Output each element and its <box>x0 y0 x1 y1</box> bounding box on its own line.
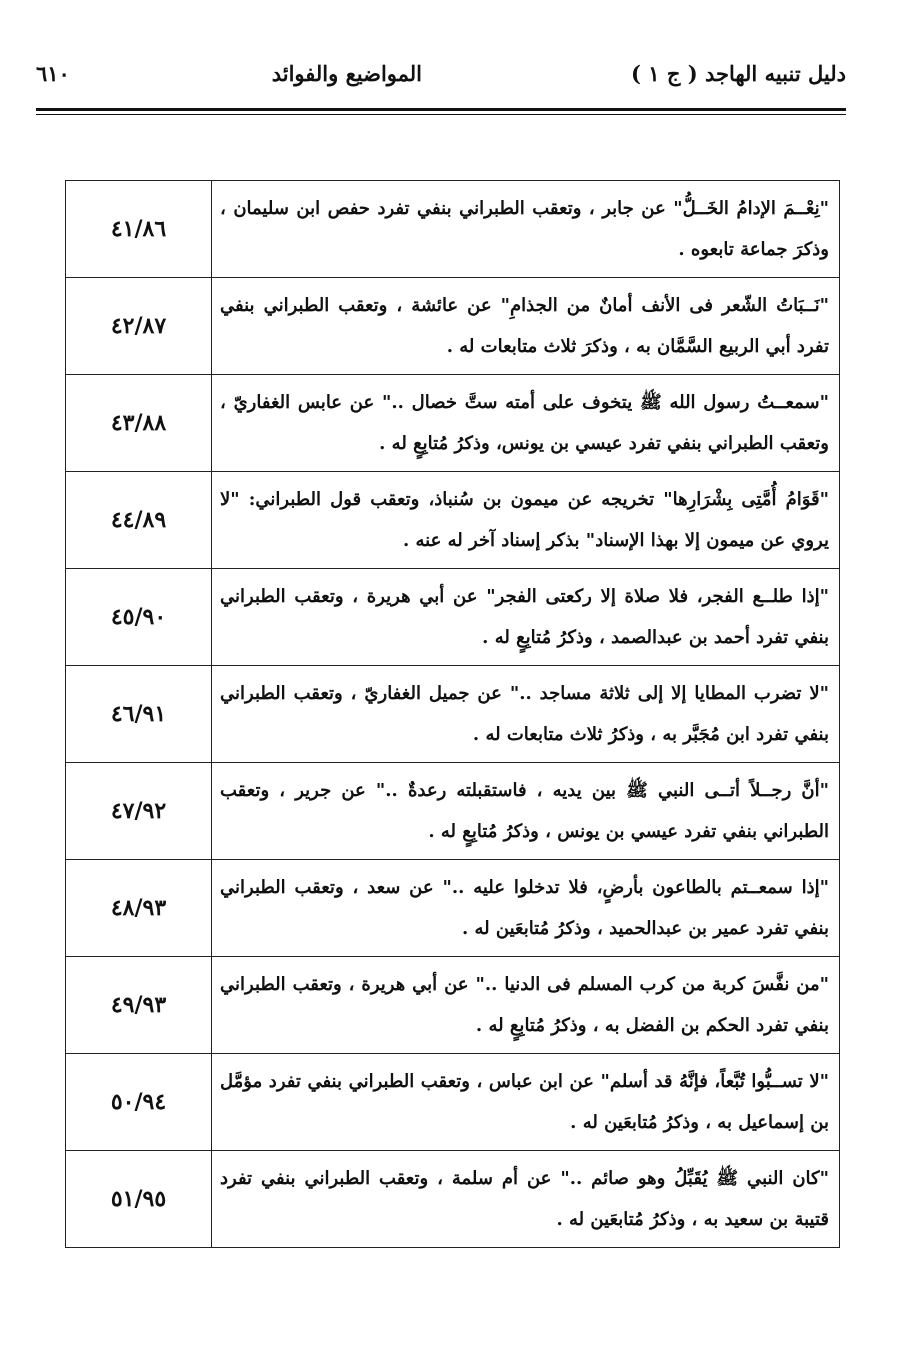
row-text: "قَوَامُ أُمَّتِى بِشْرَارِها" تخريجه عن ميمون بن سُنباذ، وتعقب قول الطبراني: "لا يروي عن ميمون إلا بهذا الإسناد" بذكر إسناد آخر له عنه . <box>212 472 840 569</box>
row-reference: ٤٤/٨٩ <box>66 472 212 569</box>
row-reference: ٤١/٨٦ <box>66 181 212 278</box>
row-text: "من نفَّسَ كربة من كرب المسلم فى الدنيا .." عن أبي هريرة ، وتعقب الطبراني بنفي تفرد الحكم بن الفضل به ، وذكرُ مُتابِعٍ له . <box>212 957 840 1054</box>
row-text: "لا تســبُّوا تُبَّعاً، فإنَّهُ قد أسلم" عن ابن عباس ، وتعقب الطبراني بنفي تفرد مؤمَّل بن إسماعيل به ، وذكرُ مُتابعَين له . <box>212 1054 840 1151</box>
row-reference: ٤٣/٨٨ <box>66 375 212 472</box>
row-text: "نَــبَاتُ الشّعر فى الأنف أمانٌ من الجذامِ" عن عائشة ، وتعقب الطبراني بنفي تفرد أبي الربيع السَّمَّان به ، وذكرَ ثلاث متابعات له . <box>212 278 840 375</box>
row-reference: ٥٠/٩٤ <box>66 1054 212 1151</box>
table-row <box>66 1151 840 1248</box>
row-text: "لا تضرب المطايا إلا إلى ثلاثة مساجد .." عن جميل الغفاريّ ، وتعقب الطبراني بنفي تفرد ابن مُجَبَّر به ، وذكرُ ثلاث متابعات له . <box>212 666 840 763</box>
header-rule-thin <box>36 114 846 115</box>
table-row <box>66 569 840 666</box>
row-text: "كان النبي ﷺ يُقَبِّلُ وهو صائم .." عن أم سلمة ، وتعقب الطبراني بنفي تفرد قتيبة بن سعيد به ، وذكرُ مُتابعَين له . <box>212 1151 840 1248</box>
row-text: "إذا سمعــتم بالطاعون بأرضٍ، فلا تدخلوا عليه .." عن سعد ، وتعقب الطبراني بنفي تفرد عمير بن عبدالحميد ، وذكرُ مُتابعَين له . <box>212 860 840 957</box>
table-row <box>66 1054 840 1151</box>
table-row <box>66 957 840 1054</box>
header-rule-thick <box>36 108 846 111</box>
page-number: ٦١٠ <box>36 61 70 86</box>
row-reference: ٤٩/٩٣ <box>66 957 212 1054</box>
table-row <box>66 472 840 569</box>
table-row <box>66 666 840 763</box>
row-reference: ٤٥/٩٠ <box>66 569 212 666</box>
row-text: "نِعْــمَ الإدامُ الخَــلُّ" عن جابر ، وتعقب الطبراني بنفي تفرد حفص ابن سليمان ، وذكرَ جماعة تابعوه . <box>212 181 840 278</box>
book-title: دليل تنبيه الهاجد ( ج ١ ) <box>631 61 846 86</box>
row-reference: ٥١/٩٥ <box>66 1151 212 1248</box>
table-row <box>66 375 840 472</box>
table-row <box>66 860 840 957</box>
table-row <box>66 181 840 278</box>
row-reference: ٤٨/٩٣ <box>66 860 212 957</box>
row-reference: ٤٦/٩١ <box>66 666 212 763</box>
references-table <box>65 180 840 1248</box>
row-text: "أنَّ رجــلاً أتــى النبي ﷺ بين يديه ، فاستقبلته رعدةٌ .." عن جرير ، وتعقب الطبراني بنفي تفرد عيسي بن يونس ، وذكرُ مُتابِعٍ له . <box>212 763 840 860</box>
row-reference: ٤٢/٨٧ <box>66 278 212 375</box>
section-title: المواضيع والفوائد <box>271 61 422 86</box>
row-text: "سمعــتُ رسول الله ﷺ يتخوف على أمته ستَّ خصال .." عن عابس الغفاريّ ، وتعقب الطبراني بنفي تفرد عيسي بن يونس، وذكرُ مُتابِعٍ له . <box>212 375 840 472</box>
page-header <box>36 52 846 96</box>
row-reference: ٤٧/٩٢ <box>66 763 212 860</box>
table-row <box>66 278 840 375</box>
row-text: "إذا طلــع الفجر، فلا صلاة إلا ركعتى الفجر" عن أبي هريرة ، وتعقب الطبراني بنفي تفرد أحمد بن عبدالصمد ، وذكرُ مُتابِعٍ له . <box>212 569 840 666</box>
table-row <box>66 763 840 860</box>
